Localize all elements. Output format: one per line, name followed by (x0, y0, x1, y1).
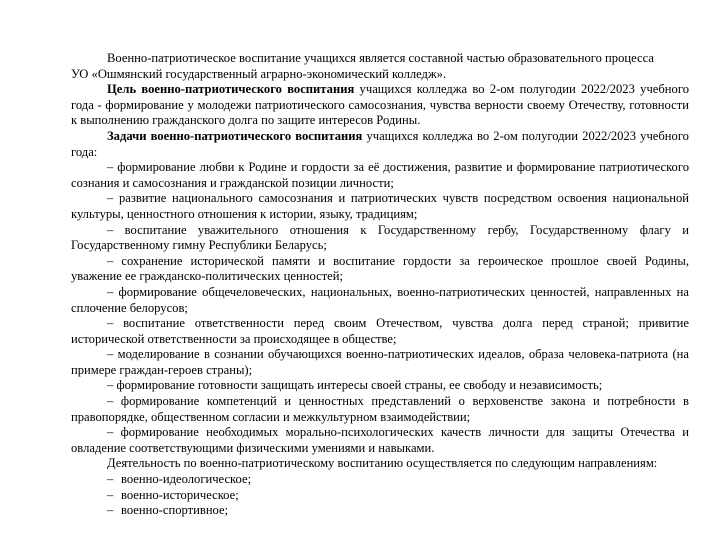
tasks-paragraph (71, 129, 689, 160)
task-item: – формирование общечеловеческих, национальных, военно-патриотических ценностей, направленных на сплочение белорусов; (71, 284, 689, 315)
task-item: – формирование необходимых морально-психологических качеств личности для защиты Отечества и овладение соответствующими физическими умениями и навыками. (71, 425, 689, 455)
intro-paragraph (71, 51, 689, 82)
direction-text: военно-историческое; (121, 487, 239, 502)
direction-dash: – (107, 487, 114, 502)
direction-item (71, 488, 689, 504)
direction-dash: – (107, 503, 114, 518)
task-item: – формирование готовности защищать интересы своей страны, ее свободу и независимость; (107, 378, 603, 393)
directions-intro: Деятельность по военно-патриотическому воспитанию осуществляется по следующим направлениям: (107, 456, 658, 471)
direction-text: военно-идеологическое; (121, 472, 252, 487)
task-item: – формирование компетенций и ценностных представлений о верховенстве закона и потребности в правопорядке, общественном согласии и межкультурном взаимодействии; (71, 394, 689, 424)
intro-line-1: Военно-патриотическое воспитание учащихся является составной частью образовательного процесса (107, 51, 654, 65)
document-page (71, 51, 689, 519)
tasks-heading: Задачи военно-патриотического воспитания (107, 128, 363, 143)
goal-paragraph (71, 82, 689, 129)
direction-item (71, 503, 689, 519)
task-item: – воспитание ответственности перед своим Отечеством, чувства долга перед страной; привитие исторической ответственности за происходящее в обществе; (71, 316, 689, 346)
direction-text: военно-спортивное; (121, 503, 229, 518)
task-item: – развитие национального самосознания и патриотических чувств посредством освоения национальной культуры, ценностного отношения к истории, языку, традициям; (71, 191, 689, 221)
intro-line-2: УО «Ошмянский государственный аграрно-экономический колледж». (71, 66, 447, 81)
goal-heading: Цель военно-патриотического воспитания (107, 82, 355, 97)
direction-item (71, 472, 689, 488)
task-item: – воспитание уважительного отношения к Государственному гербу, Государственному флагу и Государственному гимну Республики Беларусь; (71, 222, 689, 253)
task-item: – формирование любви к Родине и гордости за её достижения, развитие и формирование патриотического сознания и самосознания и гражданской позиции личности; (71, 160, 689, 190)
goal-text: учащихся колледжа во 2-ом полугодии 2022/2023 учебного года - формирование у молодежи патриотического самосознания, чувства верности своему Отечеству, готовности к выполнению гражданского долга по защите интересов Родины. (71, 82, 689, 128)
direction-dash: – (107, 472, 114, 487)
task-item: – моделирование в сознании обучающихся военно-патриотических идеалов, образа человека-патриота (на примере граждан-героев страны); (71, 347, 689, 377)
task-item: – сохранение исторической памяти и воспитание гордости за героическое прошлое своей Родины, уважение ее гражданско-политических ценностей; (71, 253, 689, 284)
tasks-text: учащихся колледжа во 2-ом полугодии 2022/2023 учебного года: (71, 128, 689, 159)
